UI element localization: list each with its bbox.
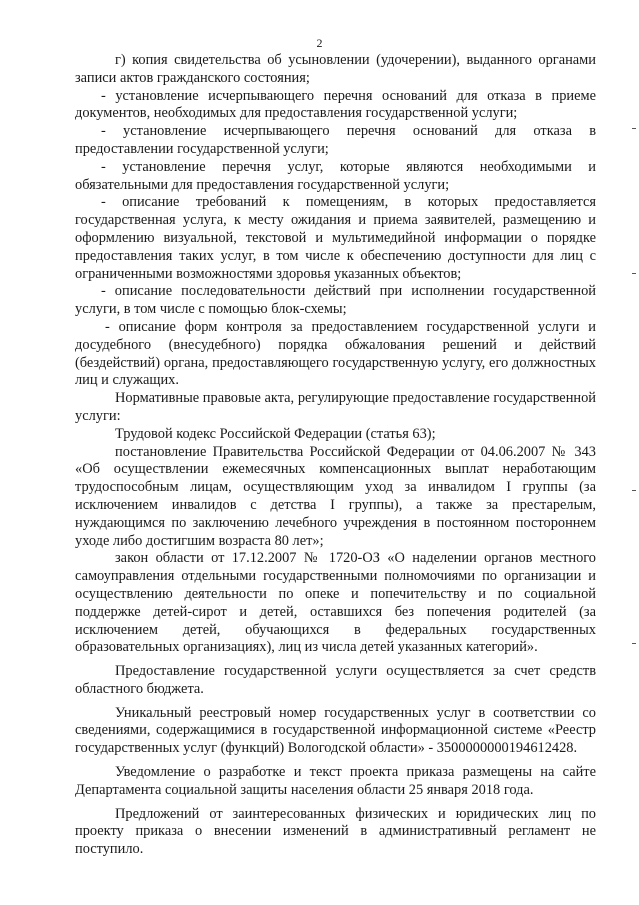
scan-mark [632, 128, 636, 129]
paragraph-actions-sequence: - описание последовательности действий при исполнении государственной услуги, в том числе с помощью блок-схемы; [75, 283, 596, 318]
scan-mark [632, 490, 636, 491]
paragraph-registry-number: Уникальный реестровый номер государственных услуг в соответствии со сведениями, содержащимися в государственной информационной системе «Реестр государственных услуг (функций) Вологодской области» - 3500000000194612428. [75, 704, 596, 757]
paragraph-control-forms: - описание форм контроля за предоставлением государственной услуги и досудебного (внесудебного) порядка обжалования решений и действий (бездействий) органа, предоставляющего государственную услугу, его должностных лиц и служащих. [75, 318, 596, 389]
paragraph-regional-law: закон области от 17.12.2007 № 1720-ОЗ «О наделении органов местного самоуправления отдельными государственными полномочиями по организации и осуществлению деятельности по опеке и попечительству и по социальной поддержке детей-сирот и детей, оставшихся без попечения родителей (за исключением детей, обучающихся в федеральных государственных образовательных организациях), лиц из числа детей указанных категорий». [75, 550, 596, 656]
paragraph-normative-acts: Нормативные правовые акта, регулирующие предоставление государственной услуги: [75, 390, 596, 424]
page-number: 2 [316, 36, 323, 50]
paragraph-notification: Уведомление о разработке и текст проекта приказа размещены на сайте Департамента социальной защиты населения области 25 января 2018 года. [75, 764, 596, 798]
scan-mark [632, 643, 636, 644]
paragraph-refusal-documents: - установление исчерпывающего перечня оснований для отказа в приеме документов, необходимых для предоставления государственной услуги; [75, 87, 596, 122]
paragraph-labor-code: Трудовой кодекс Российской Федерации (статья 63); [115, 425, 436, 442]
paragraph-copy-certificate: г) копия свидетельства об усыновлении (удочерении), выданного органами записи актов гражданского состояния; [75, 52, 596, 86]
paragraph-proposals: Предложений от заинтересованных физических и юридических лиц по проекту приказа о внесении изменений в административный регламент не поступило. [75, 805, 596, 858]
document-body [75, 52, 596, 859]
paragraph-refusal-service: - установление исчерпывающего перечня оснований для отказа в предоставлении государственной услуги; [75, 123, 596, 157]
paragraph-required-services: - установление перечня услуг, которые являются необходимыми и обязательными для предоставления государственной услуги; [75, 158, 596, 193]
scan-mark [632, 273, 636, 274]
paragraph-premises-requirements: - описание требований к помещениям, в которых предоставляется государственная услуга, к месту ожидания и приема заявителей, размещению и оформлению визуальной, текстовой и мультимедийной информации о порядке предоставления таких услуг, в том числе к обеспечению доступности для лиц с ограниченными возможностями здоровья указанных объектов; [75, 194, 596, 282]
paragraph-funding: Предоставление государственной услуги осуществляется за счет средств областного бюджета. [75, 663, 596, 697]
paragraph-government-resolution: постановление Правительства Российской Федерации от 04.06.2007 № 343 «Об осуществлении ежемесячных компенсационных выплат неработающим трудоспособным лицам, осуществляющим уход за инвалидом I группы (за исключением инвалидов с детства I группы), а также за престарелым, нуждающимся по заключению лечебного учреждения в постоянном постороннем уходе либо достигшим возраста 80 лет»; [75, 443, 596, 549]
